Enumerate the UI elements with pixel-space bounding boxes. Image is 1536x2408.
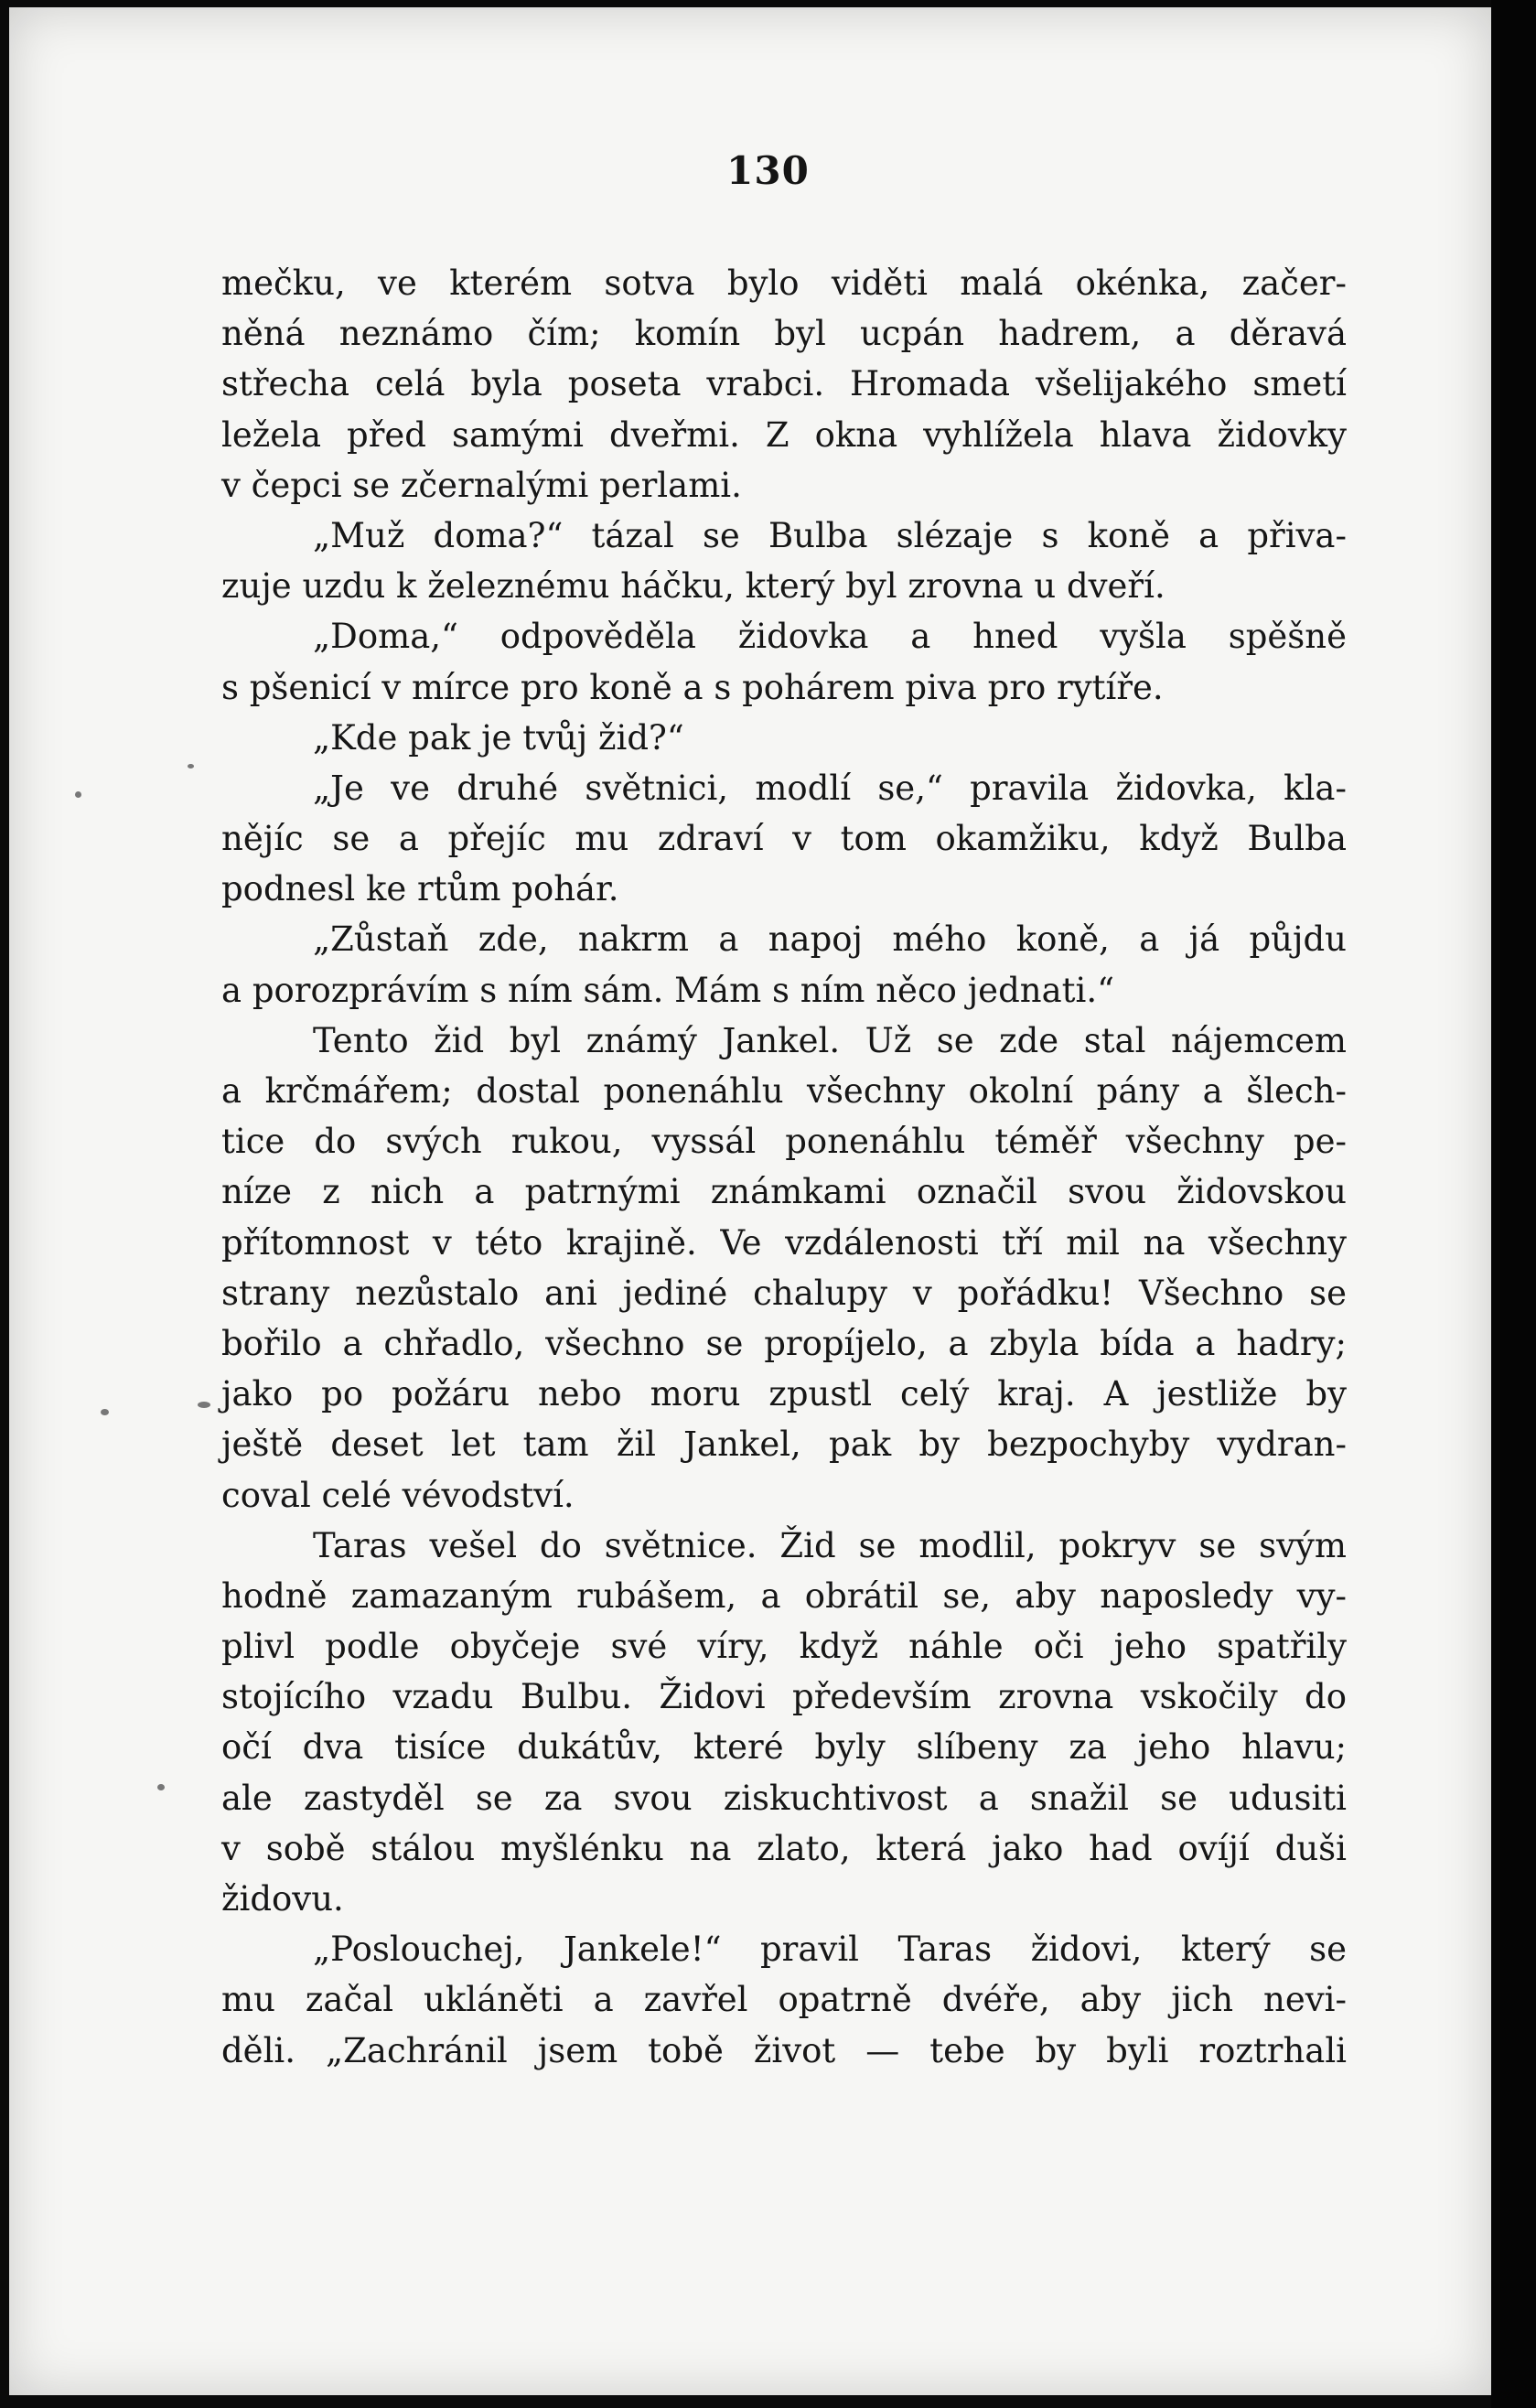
paragraph — [221, 713, 1347, 763]
text-line: zuje uzdu k železnému háčku, který byl zrovna u dveří. — [221, 566, 1165, 607]
text-line: ještě deset let tam žil Jankel, pak by bezpochyby vydran- — [221, 1424, 1347, 1465]
scan-speck — [157, 1784, 165, 1790]
text-line: s pšenicí v mírce pro koně a s pohárem piva pro rytíře. — [221, 667, 1164, 707]
paragraph — [221, 511, 1347, 611]
text-line: „Muž doma?“ tázal se Bulba slézaje s koně a přiva- — [313, 515, 1347, 555]
scan-speck — [188, 764, 194, 769]
text-line: ležela před samými dveřmi. Z okna vyhlížela hlava židovky — [221, 414, 1347, 455]
paragraph — [221, 1924, 1347, 2076]
text-line: bořilo a chřadlo, všechno se propíjelo, a zbyla bída a hadry; — [221, 1323, 1347, 1363]
text-line: mečku, ve kterém sotva bylo viděti malá okénka, začer- — [221, 263, 1347, 303]
text-line: „Doma,“ odpověděla židovka a hned vyšla spěšně — [313, 617, 1347, 657]
text-line: v sobě stálou myšlénku na zlato, která jako had ovíjí duši — [221, 1828, 1347, 1868]
text-line: „Poslouchej, Jankele!“ pravil Taras židovi, který se — [313, 1930, 1347, 1970]
text-line: očí dva tisíce dukátův, které byly slíbeny za jeho hlavu; — [221, 1727, 1347, 1768]
paragraph — [221, 1521, 1347, 1925]
scan-border — [1491, 0, 1536, 2408]
text-line: podnesl ke rtům pohár. — [221, 869, 619, 909]
text-line: děli. „Zachránil jsem tobě život — tebe by byli roztrhali — [221, 2030, 1347, 2070]
scan-speck — [101, 1409, 109, 1415]
text-line: plivl podle obyčeje své víry, když náhle oči jeho spatřily — [221, 1627, 1347, 1667]
text-line: hodně zamazaným rubášem, a obrátil se, aby naposledy vy- — [221, 1575, 1347, 1616]
text-line: mu začal ukláněti a zavřel opatrně dvéře, aby jich nevi- — [221, 1980, 1347, 2020]
paragraph — [221, 1016, 1347, 1521]
text-line: nějíc se a přejíc mu zdraví v tom okamžiku, když Bulba — [221, 819, 1347, 859]
paragraph — [221, 258, 1347, 511]
paragraph — [221, 763, 1347, 915]
text-line: strany nezůstalo ani jediné chalupy v pořádku! Všechno se — [221, 1273, 1347, 1313]
text-line: jako po požáru nebo moru zpustl celý kraj. A jestliže by — [221, 1374, 1347, 1414]
text-line: a krčmářem; dostal ponenáhlu všechny okolní pány a šlech- — [221, 1071, 1347, 1111]
text-line: Taras vešel do světnice. Žid se modlil, pokryv se svým — [313, 1525, 1347, 1565]
page-number: 130 — [726, 148, 810, 193]
text-line: střecha celá byla poseta vrabci. Hromada všelijakého smetí — [221, 364, 1347, 404]
text-line: „Je ve druhé světnici, modlí se,“ pravila židovka, kla- — [313, 768, 1347, 808]
text-line: níze z nich a patrnými známkami označil svou židovskou — [221, 1172, 1347, 1212]
text-line: přítomnost v této krajině. Ve vzdálenosti tří mil na všechny — [221, 1222, 1347, 1263]
text-line: tice do svých rukou, vyssál ponenáhlu téměř všechny pe- — [221, 1122, 1347, 1162]
text-line: ale zastyděl se za svou ziskuchtivost a snažil se udusiti — [221, 1778, 1347, 1818]
text-line: v čepci se zčernalými perlami. — [221, 465, 742, 505]
text-body — [221, 258, 1347, 2076]
text-line: stojícího vzadu Bulbu. Židovi především zrovna vskočily do — [221, 1677, 1347, 1717]
text-line: „Kde pak je tvůj žid?“ — [313, 717, 684, 758]
text-line: židovu. — [221, 1879, 344, 1919]
text-line: „Zůstaň zde, nakrm a napoj mého koně, a já půjdu — [313, 919, 1347, 960]
scan-speck — [198, 1402, 210, 1408]
paragraph — [221, 914, 1347, 1015]
text-line: Tento žid byl známý Jankel. Už se zde stal nájemcem — [313, 1020, 1347, 1060]
text-line: něná neznámo čím; komín byl ucpán hadrem, a děravá — [221, 314, 1347, 354]
text-line: coval celé vévodství. — [221, 1475, 575, 1515]
paragraph — [221, 611, 1347, 712]
scan-speck — [75, 791, 81, 798]
text-line: a porozprávím s ním sám. Mám s ním něco jednati.“ — [221, 970, 1115, 1010]
